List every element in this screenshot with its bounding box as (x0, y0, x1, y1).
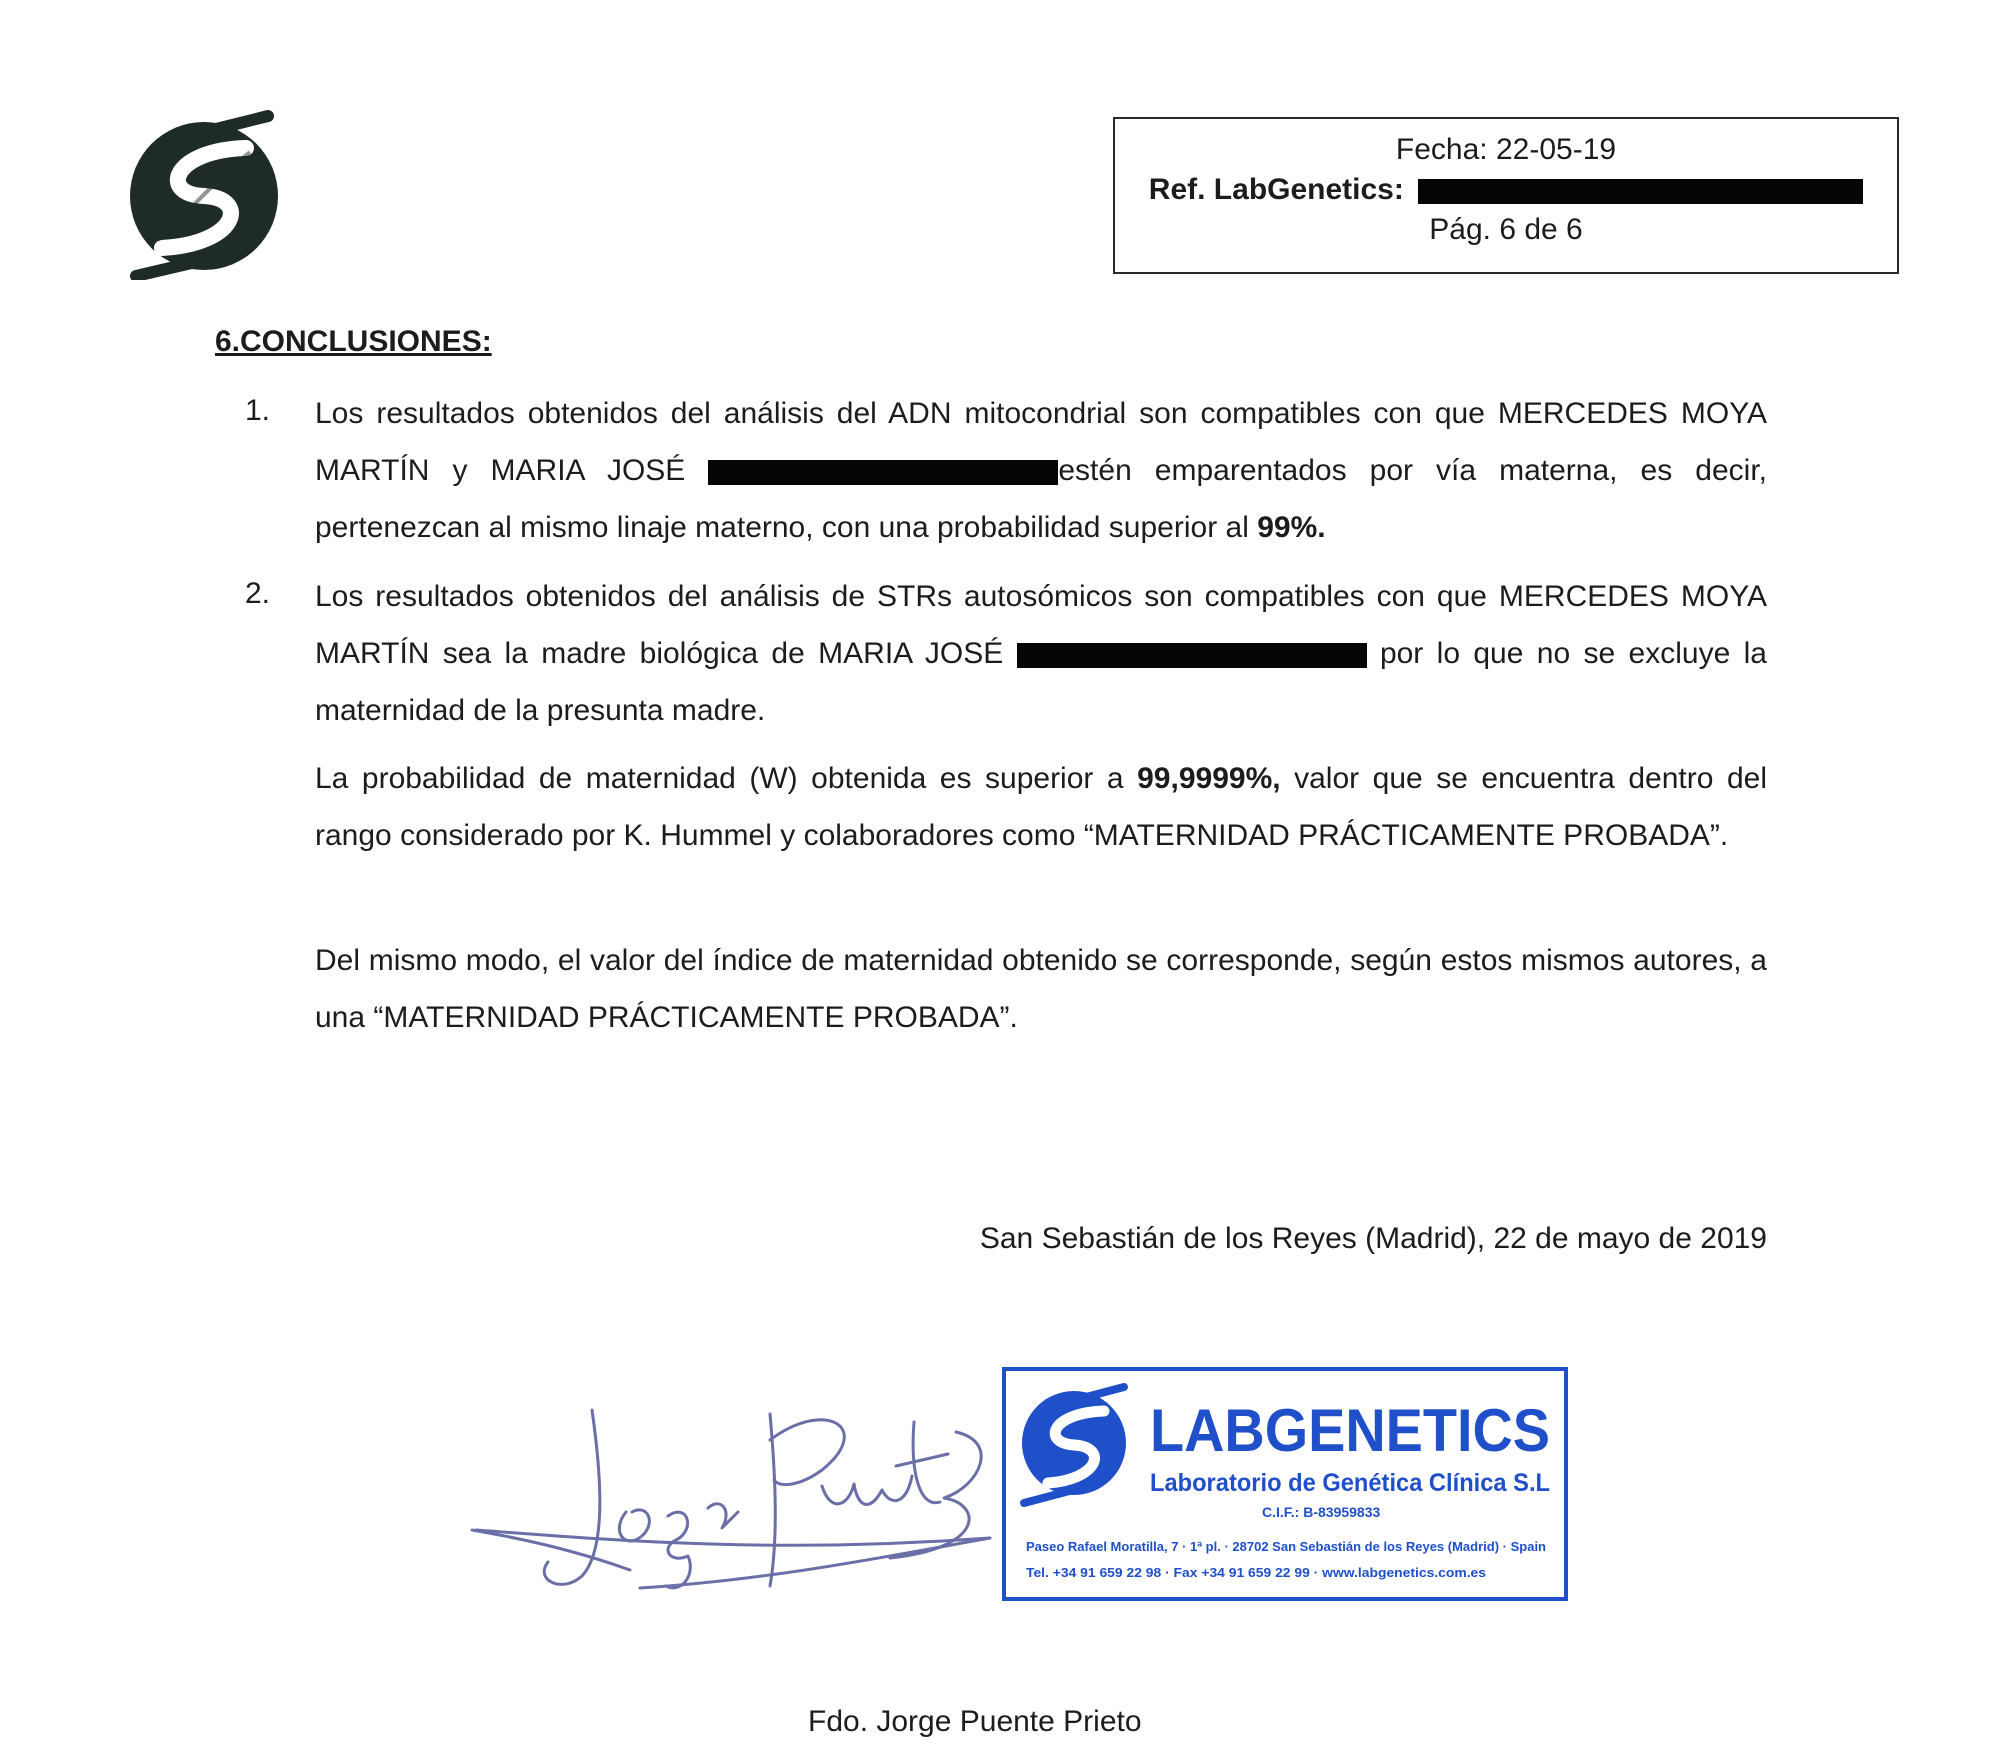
handwritten-signature (470, 1380, 1030, 1620)
conclusion-2 (315, 568, 1767, 739)
document-date: Fecha: 22-05-19 (1395, 133, 1617, 166)
maternity-probability: 99,9999%, (1137, 762, 1281, 795)
list-number: 2. (245, 577, 271, 610)
section-title: 6.CONCLUSIONES: (215, 325, 492, 358)
redacted-surname (708, 460, 1058, 485)
probability-paragraph (315, 750, 1767, 864)
document-header-box (1113, 117, 1899, 274)
company-stamp (1000, 1365, 1570, 1603)
stamp-address: Paseo Rafael Moratilla, 7 · 1ª pl. · 28702 San Sebastián de los Reyes (Madrid) · Spain (1026, 1539, 1547, 1554)
conclusion-1-text-before: Los resultados obtenidos del análisis del ADN mitocondrial son compatibles con que MERCEDES MOYA MARTÍN y MARIA JOSÉ (315, 397, 1767, 487)
place-and-date: San Sebastián de los Reyes (Madrid), 22 de mayo de 2019 (979, 1222, 1767, 1255)
page-number: Pág. 6 de 6 (1429, 213, 1583, 246)
conclusion-1 (315, 385, 1767, 556)
conclusion-2-text-after: por lo que no se excluye la maternidad de la presunta madre. (315, 637, 1767, 727)
stamp-logo (1022, 1387, 1126, 1503)
list-number: 1. (245, 394, 271, 427)
index-paragraph: Del mismo modo, el valor del índice de maternidad obtenido se corresponde, según estos mismos autores, a una “MATERNIDAD PRÁCTICAMENTE PROBADA”. (315, 944, 1767, 1034)
document-reference (1115, 173, 1897, 207)
probability-text-before: La probabilidad de maternidad (W) obtenida es superior a (315, 762, 1138, 795)
redacted-surname (1017, 643, 1367, 668)
stamp-cif: C.I.F.: B-83959833 (1262, 1504, 1381, 1520)
stamp-subtitle: Laboratorio de Genética Clínica S.L (1150, 1469, 1550, 1497)
signatory-name: Fdo. Jorge Puente Prieto (808, 1705, 1142, 1738)
mitochondrial-probability: 99%. (1257, 511, 1326, 544)
redacted-reference (1418, 179, 1863, 204)
reference-label: Ref. LabGenetics: (1148, 173, 1404, 206)
labgenetics-logo (118, 108, 290, 280)
stamp-phones: Tel. +34 91 659 22 98 · Fax +34 91 659 22 99 · www.labgenetics.com.es (1026, 1565, 1486, 1580)
stamp-company-name: LABGENETICS (1150, 1397, 1550, 1464)
conclusion-2-text-before: Los resultados obtenidos del análisis de STRs autosómicos son compatibles con que MERCEDES MOYA MARTÍN sea la madre biológica de MARIA JOSÉ (315, 580, 1767, 670)
probability-text-after: valor que se encuentra dentro del rango considerado por K. Hummel y colaboradores como “MATERNIDAD PRÁCTICAMENTE PROBADA”. (315, 762, 1767, 852)
conclusion-1-text-after: estén emparentados por vía materna, es decir, pertenezcan al mismo linaje materno, con una probabilidad superior al (315, 454, 1767, 544)
